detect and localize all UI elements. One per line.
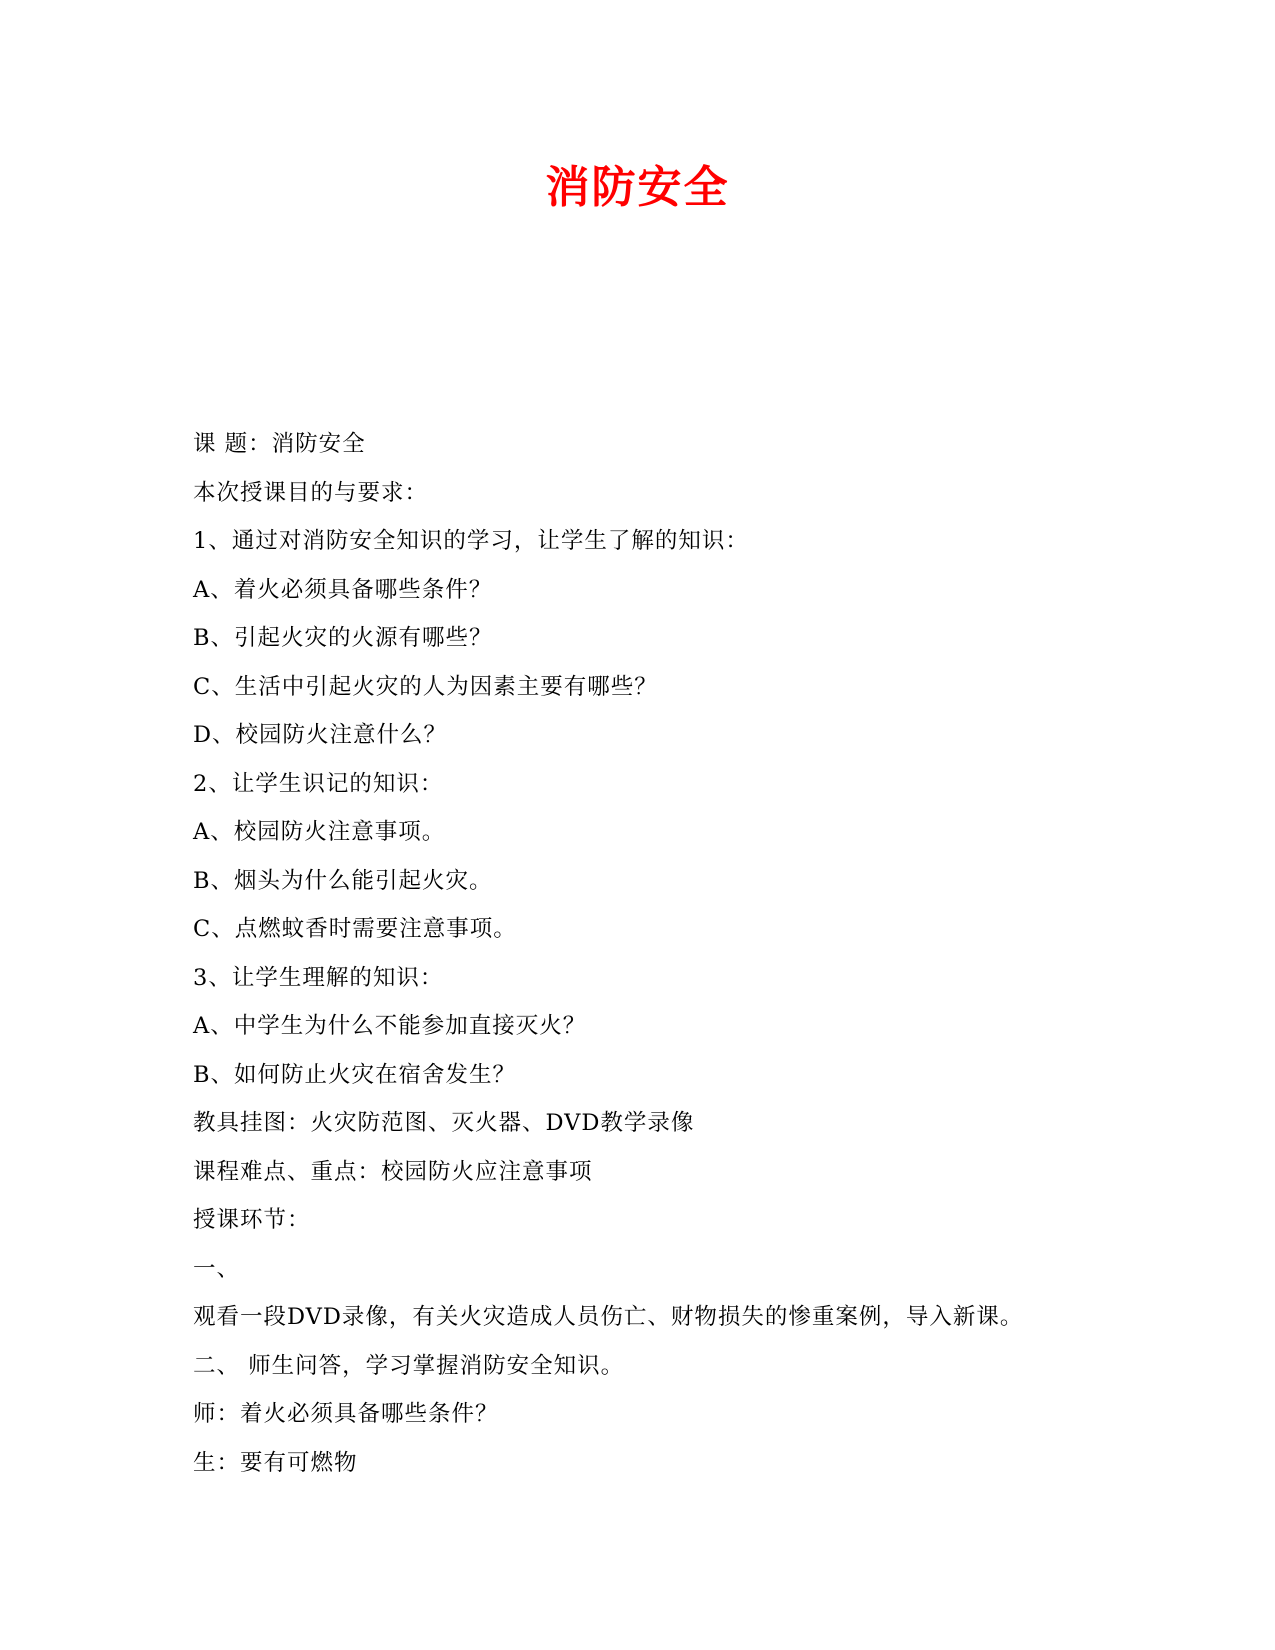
text-line: A、中学生为什么不能参加直接灭火？ (193, 1013, 587, 1039)
text-line: C、生活中引起火灾的人为因素主要有哪些？ (193, 673, 658, 700)
text-line: 观看一段DVD录像，有关火灾造成人员伤亡、财物损失的惨重案例，导入新课。 (193, 1304, 1024, 1330)
text-line: 本次授课目的与要求： (193, 479, 429, 506)
text-line: A、校园防火注意事项。 (193, 819, 446, 845)
text-line: 授课环节： (193, 1207, 311, 1233)
text-line: 2、让学生识记的知识： (193, 770, 444, 797)
text-line: B、引起火灾的火源有哪些？ (193, 625, 493, 651)
text-line: C、点燃蚊香时需要注意事项。 (193, 916, 517, 942)
text-line: D、校园防火注意什么？ (193, 722, 448, 748)
text-line: 一、 (193, 1255, 241, 1282)
text-line: 师：着火必须具备哪些条件？ (193, 1401, 499, 1427)
text-line: A、着火必须具备哪些条件？ (193, 576, 493, 603)
document-title: 消防安全 (545, 162, 730, 213)
text-line: B、烟头为什么能引起火灾。 (193, 867, 493, 894)
document-body (193, 420, 1193, 1487)
text-line: 教具挂图：火灾防范图、灭火器、DVD教学录像 (193, 1110, 695, 1136)
text-line: 课 题：消防安全 (193, 431, 366, 457)
text-line: 1、通过对消防安全知识的学习，让学生了解的知识： (193, 528, 749, 554)
text-line: 3、让学生理解的知识： (193, 964, 444, 991)
text-line: 生：要有可燃物 (193, 1449, 358, 1476)
text-line: 课程难点、重点：校园防火应注意事项 (193, 1158, 593, 1185)
text-line: B、如何防止火灾在宿舍发生？ (193, 1061, 517, 1088)
text-line: 二、 师生问答，学习掌握消防安全知识。 (193, 1352, 625, 1379)
